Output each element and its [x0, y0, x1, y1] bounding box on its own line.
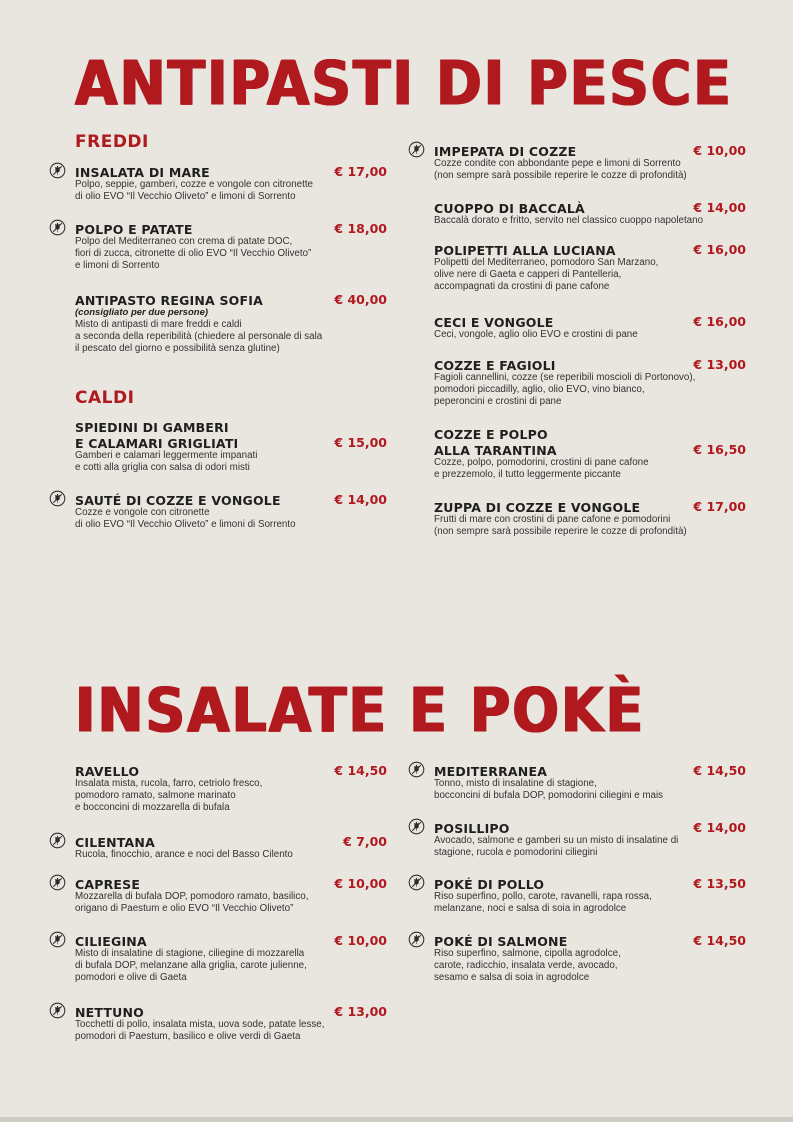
- wheat-icon: [49, 162, 66, 179]
- item-name: POLPO E PATATE: [75, 222, 193, 237]
- menu-item: [434, 428, 746, 481]
- wheat-icon: [408, 931, 425, 948]
- wheat-icon: [49, 931, 66, 948]
- item-description: Tonno, misto di insalatine di stagione, bocconcini di bufala DOP, pomodorini ciliegini e mais: [434, 778, 664, 802]
- wheat-icon: [49, 874, 66, 891]
- item-price: € 15,00: [334, 435, 387, 450]
- menu-item: [75, 492, 387, 531]
- item-name: POSILLIPO: [434, 821, 510, 836]
- item-name: CAPRESE: [75, 877, 141, 892]
- menu-item: [75, 876, 387, 915]
- item-note: (consigliato per due persone): [75, 307, 209, 318]
- menu-item: [434, 200, 746, 227]
- item-price: € 17,00: [334, 164, 387, 179]
- wheat-icon: [49, 1002, 66, 1019]
- item-name: CUOPPO DI BACCALÀ: [434, 201, 585, 216]
- menu-item: [75, 421, 387, 474]
- title-antipasti: ANTIPASTI DI PESCE: [75, 47, 733, 120]
- item-price: € 14,50: [693, 763, 746, 778]
- item-description: Polpo, seppie, gamberi, cozze e vongole con citronette di olio EVO “Il Vecchio Oliveto” e limoni di Sorrento: [75, 179, 313, 203]
- title-insalate: INSALATE E POKÈ: [75, 674, 646, 747]
- item-name: POKÉ DI SALMONE: [434, 934, 568, 949]
- item-description: Frutti di mare con crostini di pane cafone e pomodorini (non sempre sarà possibile reperire le cozze di profondità): [434, 514, 687, 538]
- menu-item: [434, 933, 746, 985]
- menu-item: [434, 763, 746, 802]
- menu-item: [75, 164, 387, 203]
- item-price: € 14,50: [693, 933, 746, 948]
- item-price: € 10,00: [693, 143, 746, 158]
- item-description: Riso superfino, salmone, cipolla agrodolce, carote, radicchio, insalata verde, avocado, sesamo e salsa di soia in agrodolce: [434, 948, 621, 984]
- item-price: € 16,50: [693, 442, 746, 457]
- item-name: CECI E VONGOLE: [434, 315, 554, 330]
- item-price: € 13,50: [693, 876, 746, 891]
- item-description: Baccalà dorato e fritto, servito nel classico cuoppo napoletano: [434, 215, 704, 226]
- item-price: € 14,00: [693, 820, 746, 835]
- item-description: Ceci, vongole, aglio olio EVO e crostini di pane: [434, 329, 638, 340]
- menu-item: [434, 242, 746, 294]
- item-price: € 16,00: [693, 242, 746, 257]
- menu-item: [434, 820, 746, 859]
- item-price: € 10,00: [334, 876, 387, 891]
- item-name: NETTUNO: [75, 1005, 144, 1020]
- wheat-icon: [408, 874, 425, 891]
- item-name: INSALATA DI MARE: [75, 165, 210, 180]
- item-description: Insalata mista, rucola, farro, cetriolo fresco, pomodoro ramato, salmone marinato e bocconcini di mozzarella di bufala: [75, 778, 263, 814]
- item-price: € 10,00: [334, 933, 387, 948]
- item-name: SAUTÉ DI COZZE E VONGOLE: [75, 493, 281, 508]
- item-description: Misto di antipasti di mare freddi e caldi a seconda della reperibilità (chiedere al personale di sala il pescato del giorno e possibilità senza glutine): [75, 319, 323, 355]
- wheat-icon: [49, 219, 66, 236]
- page-bottom-edge: [0, 1117, 793, 1122]
- item-description: Riso superfino, pollo, carote, ravanelli, rapa rossa, melanzane, noci e salsa di soia in agrodolce: [434, 891, 652, 915]
- wheat-icon: [49, 832, 66, 849]
- item-name-line2: E CALAMARI GRIGLIATI: [75, 436, 239, 451]
- wheat-icon: [408, 141, 425, 158]
- item-name: POLIPETTI ALLA LUCIANA: [434, 243, 616, 258]
- item-price: € 14,00: [334, 492, 387, 507]
- wheat-icon: [408, 761, 425, 778]
- item-name: POKÉ DI POLLO: [434, 877, 545, 892]
- item-description: Cozze condite con abbondante pepe e limoni di Sorrento (non sempre sarà possibile reperire le cozze di profondità): [434, 158, 687, 182]
- item-name-line2: ALLA TARANTINA: [434, 443, 557, 458]
- item-description: Gamberi e calamari leggermente impanati e cotti alla griglia con salsa di odori misti: [75, 450, 258, 474]
- item-name: IMPEPATA DI COZZE: [434, 144, 577, 159]
- item-description: Polpo del Mediterraneo con crema di patate DOC, fiori di zucca, citronette di olio EVO “Il Vecchio Oliveto” e limoni di Sorrento: [75, 236, 312, 272]
- menu-item: [75, 933, 387, 985]
- item-name-line1: SPIEDINI DI GAMBERI: [75, 420, 229, 435]
- wheat-icon: [49, 490, 66, 507]
- item-name: COZZE E FAGIOLI: [434, 358, 556, 373]
- item-description: Polipetti del Mediterraneo, pomodoro San Marzano, olive nere di Gaeta e capperi di Pantelleria, accompagnati da crostini di pane cafone: [434, 257, 659, 293]
- item-price: € 17,00: [693, 499, 746, 514]
- item-name: ZUPPA DI COZZE E VONGOLE: [434, 500, 641, 515]
- item-name: CILENTANA: [75, 835, 155, 850]
- item-price: € 18,00: [334, 221, 387, 236]
- menu-item: [75, 1004, 387, 1043]
- item-description: Fagioli cannellini, cozze (se reperibili moscioli di Portonovo), pomodori piccadilly, aglio, olio EVO, vino bianco, peperoncini e crostini di pane: [434, 372, 696, 408]
- item-price: € 14,50: [334, 763, 387, 778]
- item-description: Tocchetti di pollo, insalata mista, uova sode, patate lesse, pomodori di Paestum, basilico e olive verdi di Gaeta: [75, 1019, 325, 1043]
- item-name-line1: COZZE E POLPO: [434, 427, 548, 442]
- item-price: € 14,00: [693, 200, 746, 215]
- menu-item: [434, 143, 746, 182]
- section-caldi: CALDI: [75, 388, 135, 408]
- menu-item: [75, 221, 387, 273]
- item-price: € 13,00: [334, 1004, 387, 1019]
- item-description: Cozze, polpo, pomodorini, crostini di pane cafone e prezzemolo, il tutto leggermente piccante: [434, 457, 649, 481]
- item-name: RAVELLO: [75, 764, 140, 779]
- menu-item: [434, 499, 746, 538]
- item-description: Mozzarella di bufala DOP, pomodoro ramato, basilico, origano di Paestum e olio EVO “Il Vecchio Oliveto”: [75, 891, 309, 915]
- item-description: Rucola, finocchio, arance e noci del Basso Cilento: [75, 849, 293, 860]
- item-name: CILIEGINA: [75, 934, 147, 949]
- item-name: ANTIPASTO REGINA SOFIA: [75, 293, 263, 308]
- menu-item: [434, 314, 746, 341]
- menu-item: [75, 763, 387, 815]
- item-description: Avocado, salmone e gamberi su un misto di insalatine di stagione, rucola e pomodorini ciliegini: [434, 835, 679, 859]
- item-description: Cozze e vongole con citronette di olio EVO “Il Vecchio Oliveto” e limoni di Sorrento: [75, 507, 296, 531]
- menu-item: [75, 834, 387, 861]
- item-price: € 7,00: [343, 834, 387, 849]
- menu-item: [75, 292, 387, 356]
- menu-item: [434, 357, 746, 409]
- item-price: € 40,00: [334, 292, 387, 307]
- wheat-icon: [408, 818, 425, 835]
- section-freddi: FREDDI: [75, 132, 149, 152]
- menu-item: [434, 876, 746, 915]
- item-price: € 16,00: [693, 314, 746, 329]
- item-name: MEDITERRANEA: [434, 764, 548, 779]
- item-price: € 13,00: [693, 357, 746, 372]
- item-description: Misto di insalatine di stagione, ciliegine di mozzarella di bufala DOP, melanzane alla griglia, carote julienne, pomodori e olive di Gaeta: [75, 948, 307, 984]
